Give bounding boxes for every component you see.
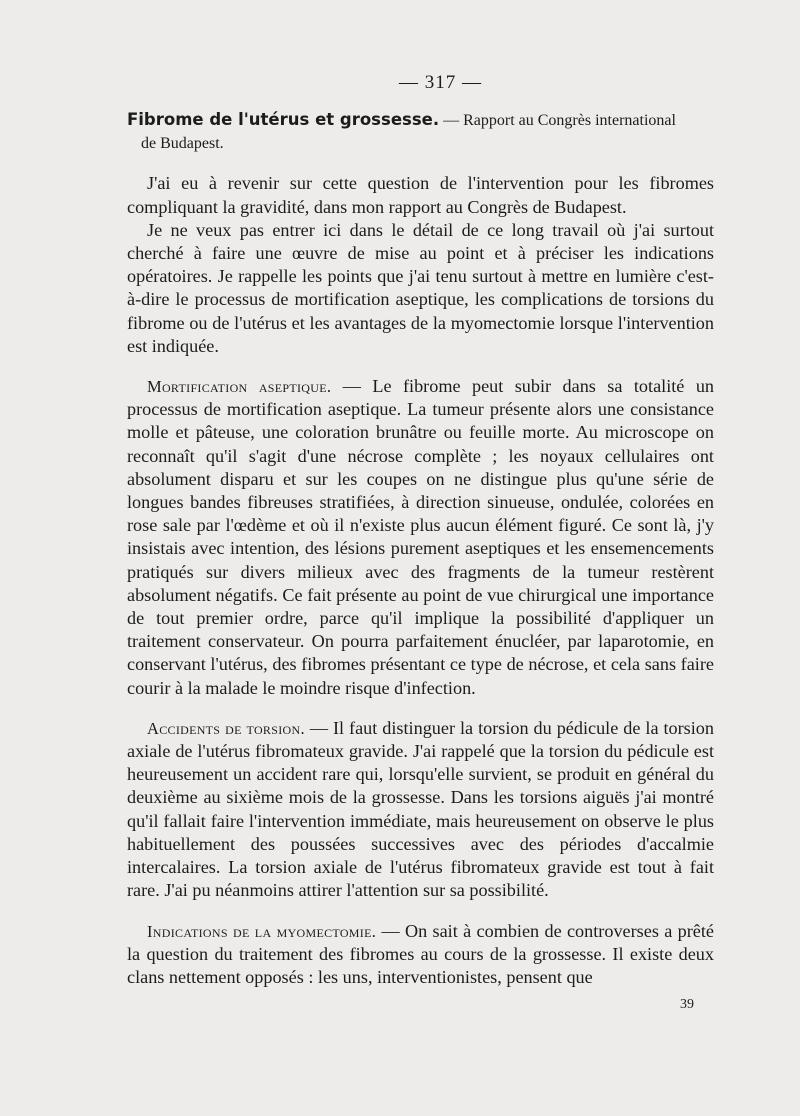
section-torsion [127, 717, 714, 903]
article-title-bold: Fibrome de l'utérus et grossesse. [127, 110, 440, 129]
section-heading-mortification: Mortification aseptique. [147, 377, 332, 397]
section-heading-torsion: Accidents de torsion. [147, 718, 305, 738]
section-text-myomectomie: — On sait à combien de controverses a prêté la question du traitement des fibromes au cours de la grossesse. Il existe deux clans nettement opposés : les uns, interventionistes, pensent que [127, 920, 714, 987]
page-content [127, 72, 714, 989]
article-title-rest: — Rapport au Congrès international [439, 112, 676, 129]
section-text-mortification: — Le fibrome peut subir dans sa totalité un processus de mortification aseptique. La tumeur présente alors une consistance molle et pâteuse, une coloration brunâtre ou feuille morte. Au microscope on reconnaît qu'il s'agit d'une nécrose complète ; les noyaux cellulaires ont absolument disparu et sur les coupes on ne distingue plus qu'une série de longues bandes fibreuses stratifiées, à direction sinueuse, ondulée, colorées en rose sale par l'œdème et où il n'existe plus aucun élément figuré. Ce sont là, j'y insistais avec intention, des lésions purement aseptiques et les ensemencements pratiqués sur divers milieux avec des fragments de la tumeur restèrent absolument négatifs. Ce fait présente au point de vue chirurgical une importance de tout premier ordre, parce qu'il implique la possibilité d'appliquer un traitement conservateur. On pourra parfaitement énucléer, par laparotomie, en conservant l'utérus, des fibromes présentant ce type de nécrose, et cela sans faire courir à la malade le moindre risque d'infection. [127, 376, 715, 698]
section-heading-myomectomie: Indications de la myomectomie. [147, 921, 377, 941]
section-myomectomie [127, 920, 714, 990]
article-title-continuation: de Budapest. [141, 135, 224, 153]
article-title [127, 108, 714, 155]
paragraph-overview: Je ne veux pas entrer ici dans le détail de ce long travail où j'ai surtout cherché à faire une œuvre de mise au point et à préciser les indications opératoires. Je rappelle les points que j'ai tenu surtout à mettre en lumière c'est-à-dire le processus de mortification aseptique, les complications de torsions du fibrome ou de l'utérus et les avantages de la myomectomie lorsque l'intervention est indiquée. [127, 219, 714, 356]
page-number: — 317 — [399, 72, 482, 93]
section-mortification [127, 375, 714, 700]
section-text-torsion: — Il faut distinguer la torsion du pédicule de la torsion axiale de l'utérus fibromateux gravide. J'ai rappelé que la torsion du pédicule est heureusement un accident rare qui, lorsqu'elle survient, se produit en général du deuxième au sixième mois de la grossesse. Dans les torsions aiguës j'ai montré qu'il fallait faire l'intervention immédiate, mais heureusement on observe le plus habituellement des poussées successives avec des périodes d'accalmie intercalaires. La torsion axiale de l'utérus fibromateux gravide est tout à fait rare. J'ai pu néanmoins attirer l'attention sur sa possibilité. [127, 717, 714, 901]
paragraph-intro: J'ai eu à revenir sur cette question de l'intervention pour les fibromes compliquant la gravidité, dans mon rapport au Congrès de Budapest. [127, 173, 714, 217]
sheet-number: 39 [680, 997, 694, 1012]
